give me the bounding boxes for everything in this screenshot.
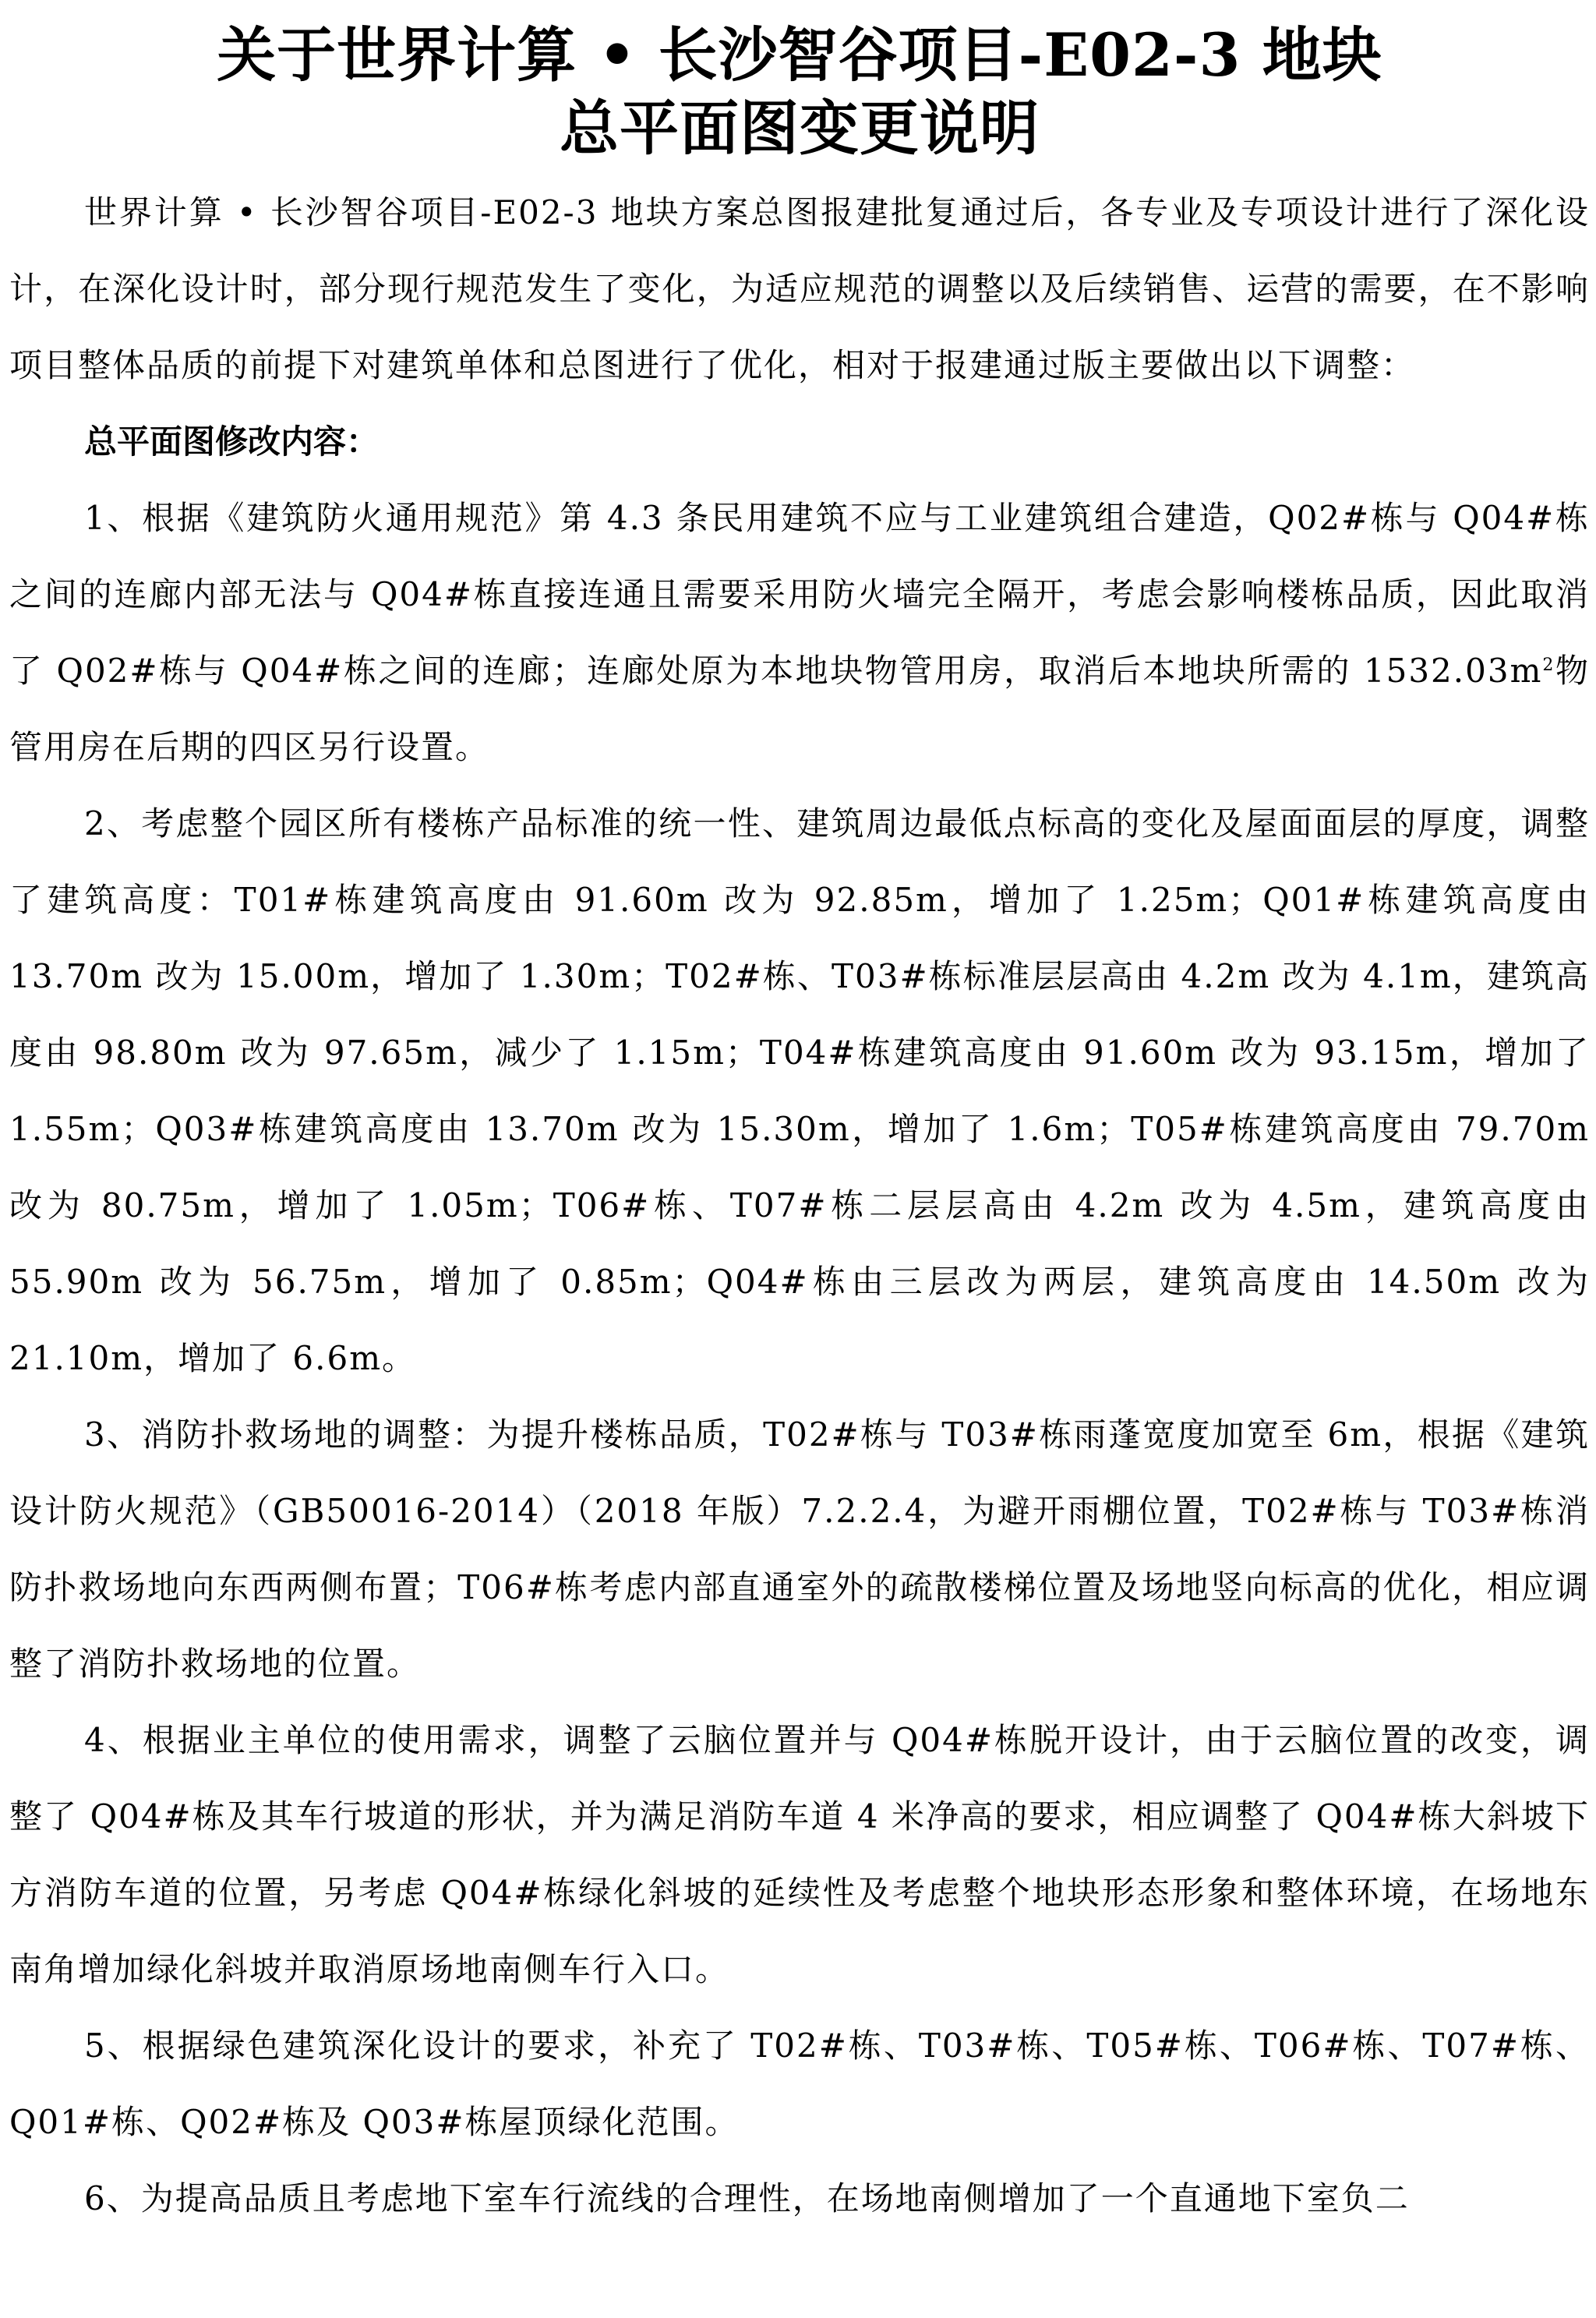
intro-paragraph: 世界计算 • 长沙智谷项目-E02-3 地块方案总图报建批复通过后，各专业及专项设计进行了深化设计，在深化设计时，部分现行规范发生了变化，为适应规范的调整以及后续销售、运营的需要，在不影响项目整体品质的前提下对建筑单体和总图进行了优化，相对于报建通过版主要做出以下调整： — [9, 193, 1590, 384]
item-5-paragraph: 5、根据绿色建筑深化设计的要求，补充了 T02#栋、T03#栋、T05#栋、T06#栋、T07#栋、Q01#栋、Q02#栋及 Q03#栋屋顶绿化范围。 — [9, 2026, 1590, 2141]
item-3-paragraph: 3、消防扑救场地的调整：为提升楼栋品质，T02#栋与 T03#栋雨蓬宽度加宽至 6m，根据《建筑设计防火规范》（GB50016-2014）（2018 年版）7.2.2.4，为避开雨棚位置，T02#栋与 T03#栋消防扑救场地向东西两侧布置；T06#栋考虑内部直通室外的疏散楼梯位置及场地竖向标高的优化，相应调整了消防扑救场地的位置。 — [9, 1415, 1590, 1683]
item-4-paragraph: 4、根据业主单位的使用需求，调整了云脑位置并与 Q04#栋脱开设计，由于云脑位置的改变，调整了 Q04#栋及其车行坡道的形状，并为满足消防车道 4 米净高的要求，相应调整了 Q04#栋大斜坡下方消防车道的位置，另考虑 Q04#栋绿化斜坡的延续性及考虑整个地块形态形象和整体环境，在场地东南角增加绿化斜坡并取消原场地南侧车行入口。 — [9, 1721, 1590, 1988]
title-line-2: 总平面图变更说明 — [560, 94, 1040, 163]
item-1-paragraph — [9, 480, 1590, 786]
section-heading: 总平面图修改内容： — [84, 422, 380, 461]
item-2-paragraph: 2、考虑整个园区所有楼栋产品标准的统一性、建筑周边最低点标高的变化及屋面面层的厚度，调整了建筑高度：T01#栋建筑高度由 91.60m 改为 92.85m，增加了 1.25m；Q01#栋建筑高度由 13.70m 改为 15.00m，增加了 1.30m；T02#栋、T03#栋标准层层高由 4.2m 改为 4.1m，建筑高度由 98.80m 改为 97.65m，减少了 1.15m；T04#栋建筑高度由 91.60m 改为 93.15m，增加了 1.55m；Q03#栋建筑高度由 13.70m 改为 15.30m，增加了 1.6m；T05#栋建筑高度由 79.70m 改为 80.75m，增加了 1.05m；T06#栋、T07#栋二层层高由 4.2m 改为 4.5m，建筑高度由 55.90m 改为 56.75m，增加了 0.85m；Q04#栋由三层改为两层，建筑高度由 14.50m 改为 21.10m，增加了 6.6m。 — [9, 804, 1590, 1377]
item-1-text: 1、根据《建筑防火通用规范》第 4.3 条民用建筑不应与工业建筑组合建造，Q02#栋与 Q04#栋之间的连廊内部无法与 Q04#栋直接连通且需要采用防火墙完全隔开，考虑会影响楼栋品质，因此取消了 Q02#栋与 Q04#栋之间的连廊；连廊处原为本地块物管用房，取消后本地块所需的 1532.03m — [9, 499, 1590, 690]
superscript-2: 2 — [1542, 655, 1555, 675]
title-line-1: 关于世界计算 • 长沙智谷项目-E02-3 地块 — [217, 20, 1382, 90]
item-1-text-end: 物管用房在后期的四区另行设置。 — [9, 652, 1590, 766]
document-title — [9, 19, 1590, 165]
item-6-paragraph: 6、为提高品质且考虑地下室车行流线的合理性，在场地南侧增加了一个直通地下室负二 — [84, 2179, 1410, 2217]
document-body — [9, 175, 1590, 2237]
